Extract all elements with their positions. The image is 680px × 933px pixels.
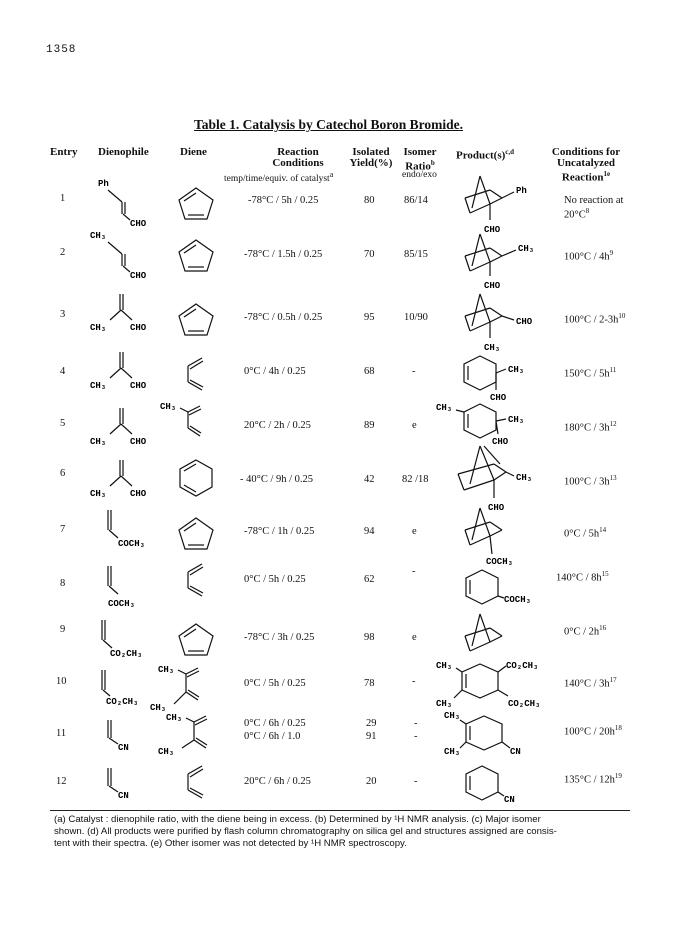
svg-text:CH₃: CH₃ [90, 323, 107, 333]
row5-uncatalyzed: $180^\circ C / 3h^{12}$ [564, 420, 617, 434]
row4-diene-butadiene [182, 356, 212, 396]
svg-text:CHO: CHO [484, 281, 501, 291]
row3-uncatalyzed: $100^\circ C / 2-3h^{10}$ [564, 312, 626, 326]
row3-product-structure [460, 286, 550, 356]
footnote-line-1: (a) Catalyst : dienophile ratio, with the diene being in excess. (b) Determined by ¹H NMR analysis. (c) Major isomer [54, 814, 541, 825]
svg-text:COCH₃: COCH₃ [504, 595, 532, 605]
svg-text:CO₂CH₃: CO₂CH₃ [110, 649, 143, 659]
row12-dienophile-structure [102, 766, 162, 806]
row8-diene-butadiene [182, 562, 212, 602]
row9-dienophile-structure [96, 618, 176, 664]
svg-text:CHO: CHO [490, 393, 507, 403]
row12-uncatalyzed: $135^\circ C / 12h^{19}$ [564, 772, 622, 786]
row4-yield: 68 [364, 366, 375, 377]
row9-diene-cyclopentadiene [176, 622, 216, 658]
row1-entry: 1 [60, 193, 66, 204]
row6-entry: 6 [60, 468, 66, 479]
row3-entry: 3 [60, 309, 66, 320]
row5-conditions: 20°C / 2h / 0.25 [244, 420, 311, 431]
row8-uncatalyzed: $140^\circ C / 8h^{15}$ [556, 570, 609, 584]
svg-text:CH₃: CH₃ [90, 231, 107, 241]
row1-uncatalyzed: No reaction at $20^\circ C^8$ [564, 195, 624, 221]
table-title: Table 1. Catalysis by Catechol Boron Bromide. [194, 117, 464, 132]
page-number: 1358 [46, 44, 77, 56]
svg-text:CN: CN [118, 743, 129, 753]
row1-dienophile-structure [90, 176, 160, 229]
row6-yield: 42 [364, 474, 375, 485]
svg-text:CH₃: CH₃ [90, 489, 107, 499]
row6-dienophile-structure [90, 458, 160, 504]
row8-entry: 8 [60, 578, 66, 589]
svg-text:CH₃: CH₃ [516, 473, 533, 483]
svg-text:CHO: CHO [488, 503, 505, 513]
svg-text:CH₃: CH₃ [436, 661, 453, 671]
row9-ratio: e [412, 632, 417, 643]
footnote-line-3: tent with their spectra. (e) Other isomer was not detected by ¹H NMR spectroscopy. [54, 838, 407, 849]
row10-yield: 78 [364, 678, 375, 689]
row12-yield: 20 [366, 776, 377, 787]
row6-uncatalyzed: $100^\circ C / 3h^{13}$ [564, 474, 617, 488]
row2-ratio: 85/15 [404, 249, 428, 260]
row11-dienophile-structure [102, 718, 162, 758]
svg-text:CH₃: CH₃ [444, 747, 461, 757]
row12-product-structure [462, 762, 552, 808]
svg-text:CH₃: CH₃ [484, 343, 501, 353]
row7-conditions: -78°C / 1h / 0.25 [244, 526, 315, 537]
row3-conditions: -78°C / 0.5h / 0.25 [244, 312, 323, 323]
row7-dienophile-structure [98, 508, 168, 554]
row5-diene-isoprene [160, 398, 210, 448]
row2-yield: 70 [364, 249, 375, 260]
row11-uncatalyzed: $100^\circ C / 20h^{18}$ [564, 724, 622, 738]
header-reaction-line1: Reaction [277, 146, 319, 158]
row5-entry: 5 [60, 418, 66, 429]
row10-product-structure [436, 656, 566, 712]
header-products: $Product(s)^{c,d}$ [456, 148, 515, 162]
svg-text:CHO: CHO [484, 225, 501, 235]
row11-diene-dimethylbutadiene [158, 708, 218, 760]
svg-text:CHO: CHO [130, 489, 147, 499]
row3-yield: 95 [364, 312, 375, 323]
svg-text:CH₃: CH₃ [150, 703, 167, 713]
row11-ratio: - [414, 718, 418, 729]
row5-dienophile-structure [90, 406, 160, 452]
svg-text:CH₃: CH₃ [90, 381, 107, 391]
svg-text:CHO: CHO [130, 323, 147, 333]
row3-diene-cyclopentadiene [176, 302, 216, 338]
header-isolated-yield: Isolated Yield(%) [349, 146, 393, 169]
header-reaction-line2: Conditions [272, 157, 324, 169]
row8-ratio: - [412, 566, 416, 577]
svg-text:CH₃: CH₃ [436, 699, 453, 709]
svg-text:CHO: CHO [130, 381, 147, 391]
svg-text:CO₂CH₃: CO₂CH₃ [508, 699, 541, 709]
svg-text:CO₂CH₃: CO₂CH₃ [106, 697, 139, 707]
row1-conditions: -78°C / 5h / 0.25 [248, 195, 319, 206]
row7-diene-cyclopentadiene [176, 516, 216, 552]
row12-diene-butadiene [182, 764, 212, 804]
svg-text:COCH₃: COCH₃ [486, 557, 514, 567]
svg-text:CH₃: CH₃ [508, 415, 525, 425]
row7-entry: 7 [60, 524, 66, 535]
row3-ratio: 10/90 [404, 312, 428, 323]
row11-product-structure [444, 708, 554, 758]
row7-ratio: e [412, 526, 417, 537]
header-uncatalyzed: Conditions for Uncatalyzed Reaction$^{1e}$ [551, 146, 621, 184]
table-bottom-rule [50, 810, 630, 811]
header-reaction-sub: temp/time/equiv. of catalyst$^a$ [224, 170, 334, 185]
svg-text:CN: CN [510, 747, 521, 757]
svg-text:CH₃: CH₃ [160, 402, 177, 412]
row8-yield: 62 [364, 574, 375, 585]
row10-conditions: 0°C / 5h / 0.25 [244, 678, 306, 689]
svg-text:CH₃: CH₃ [444, 711, 461, 721]
row11-yield-2: 91 [366, 731, 377, 742]
row9-entry: 9 [60, 624, 66, 635]
cho-label: CHO [130, 219, 147, 229]
svg-text:CH₃: CH₃ [158, 665, 175, 675]
row2-conditions: -78°C / 1.5h / 0.25 [244, 249, 323, 260]
row11-conditions-2: 0°C / 6h / 1.0 [244, 731, 301, 742]
header-dienophile: Dienophile [98, 146, 149, 158]
row12-conditions: 20°C / 6h / 0.25 [244, 776, 311, 787]
footnote-line-2: shown. (d) All products were purified by flash column chromatography on silica gel and structures assigned are consis- [54, 826, 557, 837]
row4-conditions: 0°C / 4h / 0.25 [244, 366, 306, 377]
svg-text:CHO: CHO [492, 437, 509, 447]
row9-yield: 98 [364, 632, 375, 643]
row4-entry: 4 [60, 366, 66, 377]
svg-text:CH₃: CH₃ [158, 747, 175, 757]
row11-entry: 11 [56, 728, 67, 739]
row11-conditions: 0°C / 6h / 0.25 [244, 718, 306, 729]
row7-product-structure [460, 500, 550, 570]
row1-product-structure [460, 168, 540, 234]
row11-yield: 29 [366, 718, 377, 729]
row9-conditions: -78°C / 3h / 0.25 [244, 632, 315, 643]
header-isomer-sub: endo/exo [402, 170, 437, 180]
row11-ratio-2: - [414, 731, 418, 742]
row2-entry: 2 [60, 247, 66, 258]
row1-yield: 80 [364, 195, 375, 206]
header-diene: Diene [180, 146, 207, 158]
row1-diene-cyclopentadiene [176, 186, 216, 222]
header-isomer-ratio: Isomer Ratio$^b$ [403, 146, 437, 173]
row2-diene-cyclopentadiene [176, 238, 216, 274]
row8-conditions: 0°C / 5h / 0.25 [244, 574, 306, 585]
svg-text:CHO: CHO [130, 271, 147, 281]
row2-uncatalyzed: $100^\circ C / 4h^9$ [564, 249, 614, 263]
row5-yield: 89 [364, 420, 375, 431]
svg-text:Ph: Ph [516, 186, 527, 196]
row9-product-structure [460, 606, 550, 662]
svg-text:CO₂CH₃: CO₂CH₃ [506, 661, 539, 671]
row9-uncatalyzed: $0^\circ C / 2h^{16}$ [564, 624, 607, 638]
row2-product-structure [460, 226, 550, 292]
row10-entry: 10 [56, 676, 67, 687]
ph-label: Ph [98, 179, 109, 189]
row1-ratio: 86/14 [404, 195, 428, 206]
row6-ratio: 82 /18 [402, 474, 429, 485]
row2-dienophile-structure [90, 228, 160, 281]
header-reaction-conditions [238, 147, 358, 169]
row4-uncatalyzed: $150^\circ C / 5h^{11}$ [564, 366, 617, 380]
svg-text:CH₃: CH₃ [508, 365, 525, 375]
row12-ratio: - [414, 776, 418, 787]
row12-entry: 12 [56, 776, 67, 787]
table-footnote [54, 814, 628, 850]
header-entry: Entry [50, 146, 78, 158]
row10-ratio: - [412, 676, 416, 687]
svg-text:CN: CN [118, 791, 129, 801]
svg-text:COCH₃: COCH₃ [108, 599, 136, 609]
row3-dienophile-structure [90, 292, 160, 338]
row4-product-structure [460, 352, 550, 404]
row7-uncatalyzed: $0^\circ C / 5h^{14}$ [564, 526, 607, 540]
svg-text:CHO: CHO [516, 317, 533, 327]
row4-dienophile-structure [90, 350, 160, 396]
row5-ratio: e [412, 420, 417, 431]
svg-text:CH₃: CH₃ [518, 244, 535, 254]
svg-text:CH₃: CH₃ [90, 437, 107, 447]
svg-text:COCH₃: COCH₃ [118, 539, 146, 549]
svg-text:CH₃: CH₃ [166, 713, 183, 723]
row8-dienophile-structure [98, 564, 168, 610]
row4-ratio: - [412, 366, 416, 377]
row7-yield: 94 [364, 526, 375, 537]
row10-uncatalyzed: $140^\circ C / 3h^{17}$ [564, 676, 617, 690]
svg-text:CN: CN [504, 795, 515, 805]
row6-diene-cyclohexadiene [176, 458, 218, 500]
row6-conditions: - 40°C / 9h / 0.25 [240, 474, 314, 485]
svg-text:CHO: CHO [130, 437, 147, 447]
svg-text:CH₃: CH₃ [436, 403, 453, 413]
